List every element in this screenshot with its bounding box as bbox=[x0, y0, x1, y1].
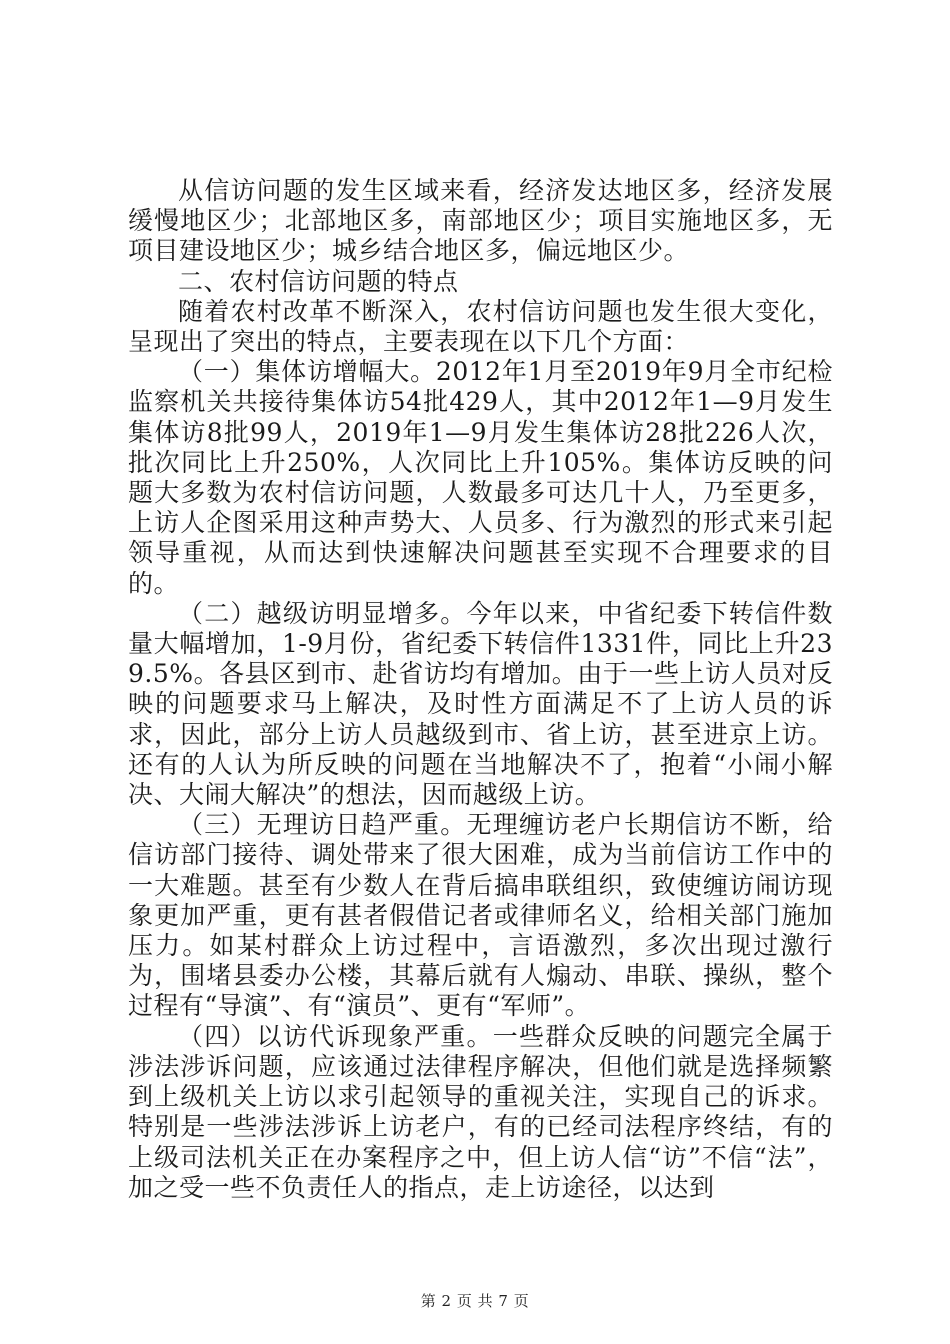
page-number-footer: 第 2 页 共 7 页 bbox=[420, 1292, 530, 1310]
document-body bbox=[128, 176, 833, 1203]
paragraph-point-2: （二）越级访明显增多。今年以来，中省纪委下转信件数量大幅增加，1-9月份，省纪委下转信件1331件，同比上升239.5%。各县区到市、赴省访均有增加。由于一些上访人员对反映的问题要求马上解决，及时性方面满足不了上访人员的诉求，因此，部分上访人员越级到市、省上访，甚至进京上访。还有的人认为所反映的问题在当地解决不了，抱着“小闹小解决、大闹大解决”的想法，因而越级上访。 bbox=[128, 598, 833, 810]
paragraph-intro: 随着农村改革不断深入，农村信访问题也发生很大变化，呈现出了突出的特点，主要表现在以下几个方面： bbox=[128, 296, 833, 357]
section-heading: 二、农村信访问题的特点 bbox=[178, 266, 459, 296]
paragraph-region-distribution: 从信访问题的发生区域来看，经济发达地区多，经济发展缓慢地区少；北部地区多，南部地区少；项目实施地区多，无项目建设地区少；城乡结合地区多，偏远地区少。 bbox=[128, 176, 833, 266]
paragraph-point-3: （三）无理访日趋严重。无理缠访老户长期信访不断，给信访部门接待、调处带来了很大困难，成为当前信访工作中的一大难题。甚至有少数人在背后搞串联组织，致使缠访闹访现象更加严重，更有甚者假借记者或律师名义，给相关部门施加压力。如某村群众上访过程中，言语激烈，多次出现过激行为，围堵县委办公楼，其幕后就有人煽动、串联、操纵，整个过程有“导演”、有“演员”、更有“军师”。 bbox=[128, 810, 833, 1021]
paragraph-point-1: （一）集体访增幅大。2012年1月至2019年9月全市纪检监察机关共接待集体访54批429人，其中2012年1—9月发生集体访8批99人，2019年1—9月发生集体访28批226人次，批次同比上升250%，人次同比上升105%。集体访反映的问题大多数为农村信访问题，人数最多可达几十人，乃至更多，上访人企图采用这种声势大、人员多、行为激烈的形式来引起领导重视，从而达到快速解决问题甚至实现不合理要求的目的。 bbox=[128, 357, 833, 598]
paragraph-point-4: （四）以访代诉现象严重。一些群众反映的问题完全属于涉法涉诉问题，应该通过法律程序解决，但他们就是选择频繁到上级机关上访以求引起领导的重视关注，实现自己的诉求。特别是一些涉法涉诉上访老户，有的已经司法程序终结，有的上级司法机关正在办案程序之中，但上访人信“访”不信“法”，加之受一些不负责任人的指点，走上访途径，以达到 bbox=[128, 1021, 833, 1202]
